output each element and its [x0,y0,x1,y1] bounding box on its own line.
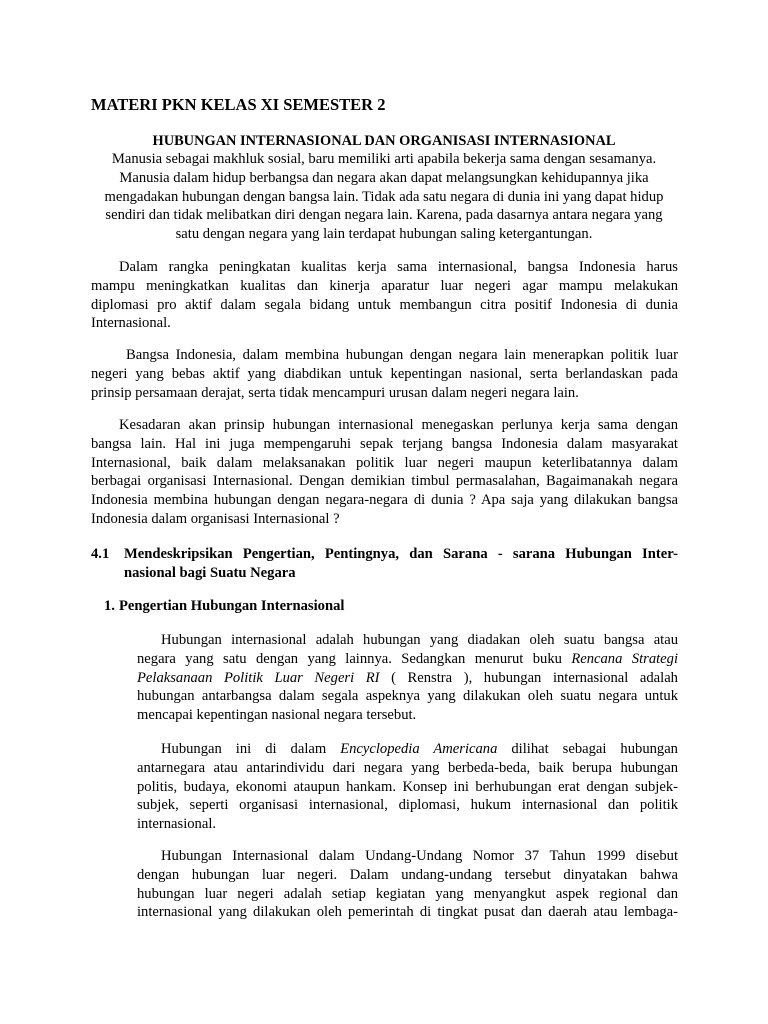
paragraph-line: hubungan antarbangsa dalam segala aspeknya yang dilakukan oleh suatu negara untuk [137,688,678,705]
paragraph-line: Hubungan internasional adalah hubungan yang diadakan oleh suatu bangsa atau [161,632,678,648]
paragraph-line: Dalam rangka peningkatan kualitas kerja sama internasional, bangsa Indonesia harus [119,259,678,275]
paragraph-line: Internasional. [91,315,171,332]
paragraph-line: berbagai organisasi Internasional. Dengan demikian timbul permasalahan, Bagaimanakah negara [91,473,678,490]
paragraph-line: dengan hubungan luar negeri. Dalam undang-undang tersebut dinyatakan bahwa [137,866,678,883]
heading-4-1 [91,545,678,583]
paragraph-line: subjek, seperti organisasi internasional, diplomasi, hukum internasional dan politik [137,797,678,814]
paragraph-line: Hubungan Internasional dalam Undang-Undang Nomor 37 Tahun 1999 disebut [161,848,678,864]
book-title: Rencana Strategi [571,650,678,667]
book-title: Encyclopedia Americana [340,741,498,757]
intro-line: Manusia dalam hidup berbangsa dan negara akan dapat melangsungkan kehidupannya jika [119,169,649,186]
heading-number: 4.1 [91,546,110,562]
paragraph-line: Internasional, baik dalam melaksanakan politik luar negeri maupun keterlibatannya dalam [91,454,678,471]
paragraph-line: Indonesia membina hubungan dengan negara-negara di dunia ? Apa saja yang dilakukan bangsa [91,492,678,509]
paragraph-line: negeri yang bebas aktif yang diabdikan untuk kepentingan nasional, serta berlandaskan pada [91,365,678,382]
paragraph-line: Kesadaran akan prinsip hubungan internasional menegaskan perlunya kerja sama dengan [119,417,678,433]
paragraph-line: politis, budaya, ekonomi ataupun hankam. Konsep ini berhubungan erat dengan subjek- [137,778,678,795]
paragraph-line: hubungan luar negeri adalah setiap kegiatan yang menyangkut aspek regional dan [137,885,678,902]
paragraph-3 [91,416,678,529]
intro-paragraph [91,150,677,244]
paragraph-line: antarnegara atau antarindividu dari negara yang berbeda-beda, baik berupa hubungan [137,759,678,776]
subparagraph-1 [137,631,678,725]
paragraph-line: internasional. [137,816,217,833]
section-title: HUBUNGAN INTERNASIONAL DAN ORGANISASI INTERNASIONAL [152,133,616,149]
heading-text: nasional bagi Suatu Negara [124,564,296,581]
intro-line: sendiri dan tidak melibatkan diri dengan negara lain. Karena, pada dasarnya antara negara yang [105,207,663,224]
heading-text: Mendeskripsikan Pengertian, Pentingnya, dan Sarana - sarana Hubungan Inter- [124,546,678,562]
intro-line: mengadakan hubungan dengan bangsa lain. Tidak ada satu negara di dunia ini yang dapat hidup [104,188,664,205]
intro-line: satu dengan negara yang lain terdapat hubungan saling ketergantungan. [175,226,593,243]
paragraph-2 [91,346,678,402]
subparagraph-3 [137,847,678,922]
heading-text: Pengertian Hubungan Internasional [119,598,345,614]
heading-number: 1. [104,598,115,614]
paragraph-line: prinsip persamaan derajat, serta tidak mencampuri urusan dalam negeri negara lain. [91,384,579,401]
paragraph-line: Bangsa Indonesia, dalam membina hubungan dengan negara lain menerapkan politik luar [126,347,678,363]
paragraph-line: mencapai kepentingan nasional negara tersebut. [137,707,417,724]
heading-1 [104,597,344,616]
paragraph-line: internasional yang dilakukan oleh pemerintah di tingkat pusat dan daerah atau lembaga- [137,904,678,921]
paragraph-line: bangsa lain. Hal ini juga mempengaruhi sepak terjang bangsa Indonesia dalam masyarakat [91,435,678,452]
paragraph-line: Pelaksanaan Politik Luar Negeri RI ( Renstra ), hubungan internasional adalah [137,669,678,686]
paragraph-line: Indonesia dalam organisasi Internasional ? [91,510,340,527]
paragraph-line: mampu meningkatkan kualitas dan kinerja aparatur luar negeri agar mampu melakukan [91,277,678,294]
paragraph-line: diplomasi pro aktif dalam segala bidang untuk membangun citra positif Indonesia di dunia [91,296,678,313]
book-title: Pelaksanaan Politik Luar Negeri RI [137,669,380,686]
paragraph-1 [91,258,678,333]
paragraph-line: negara yang satu dengan yang lainnya. Sedangkan menurut buku Rencana Strategi [137,650,678,667]
subparagraph-2 [137,740,678,834]
intro-line: Manusia sebagai makhluk sosial, baru memiliki arti apabila bekerja sama dengan sesamanya. [111,151,657,167]
paragraph-line: Hubungan ini di dalam Encyclopedia Americana dilihat sebagai hubungan [161,741,678,757]
document-title: MATERI PKN KELAS XI SEMESTER 2 [91,95,386,114]
